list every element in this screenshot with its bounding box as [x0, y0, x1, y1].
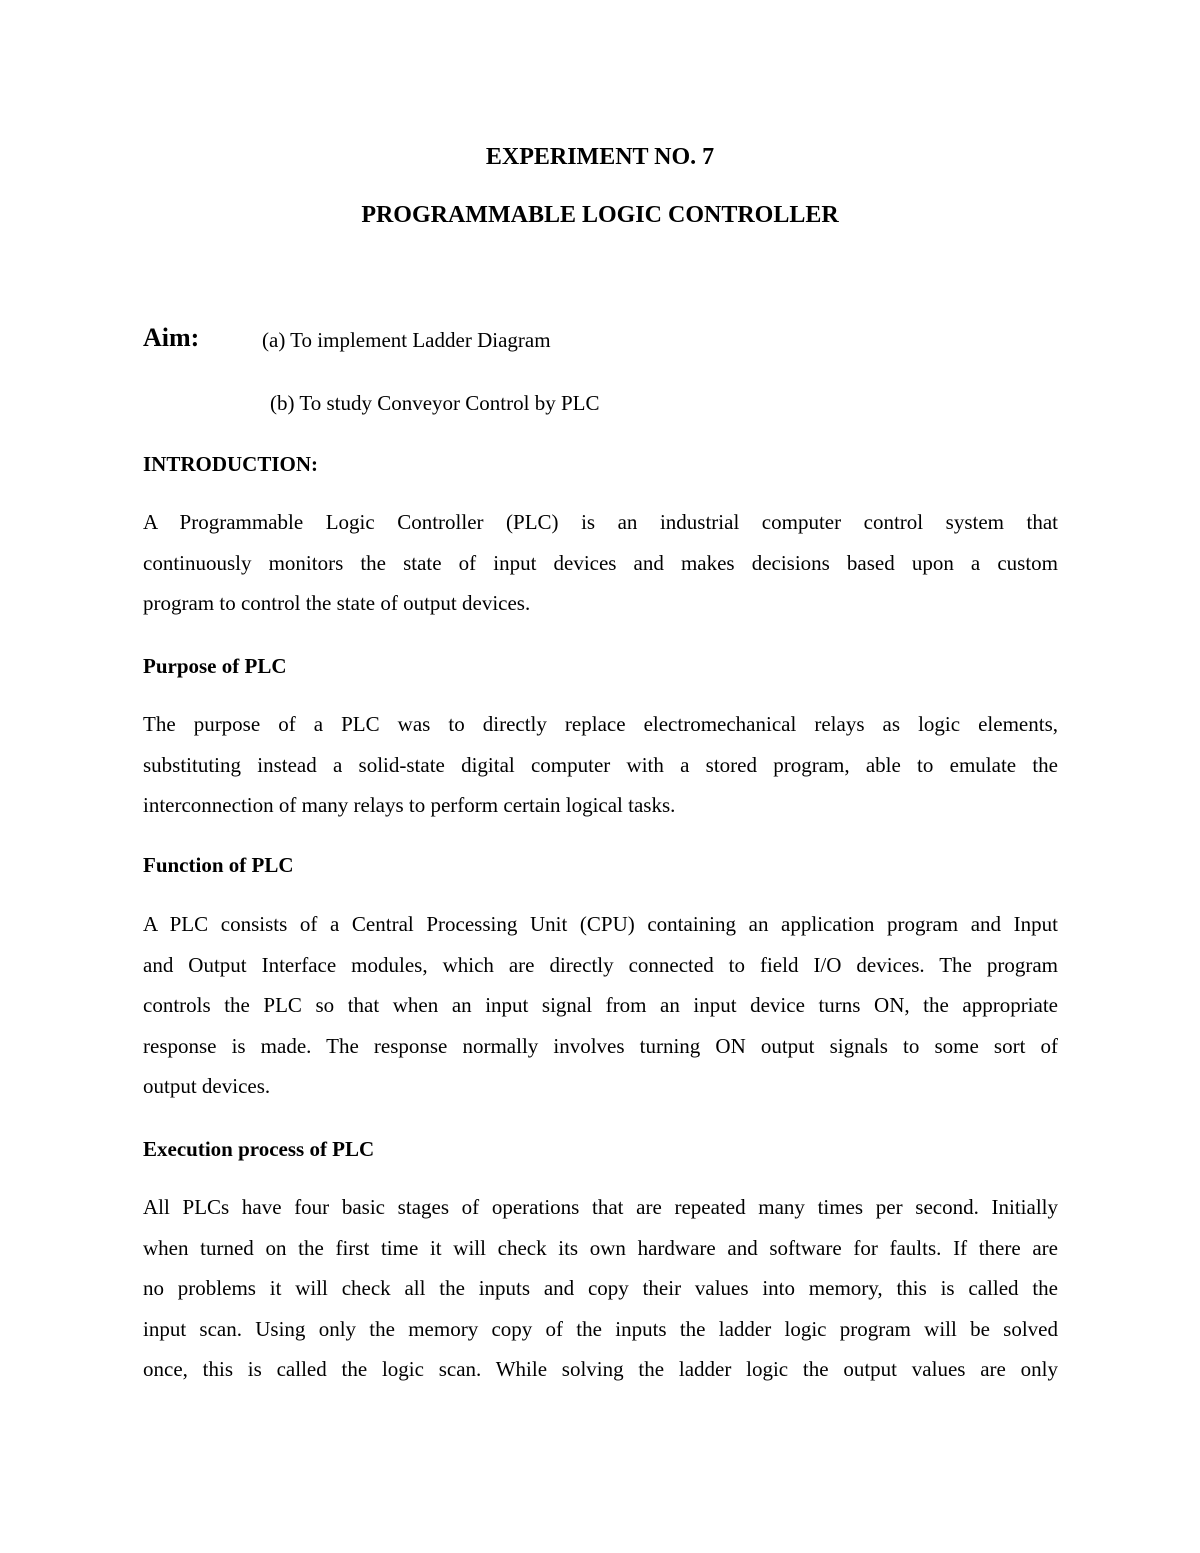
aim-item-a: (a) To implement Ladder Diagram [262, 328, 551, 352]
section-heading-execution: Execution process of PLC [143, 1137, 375, 1161]
paragraph-line: and Output Interface modules, which are directly connected to field I/O devices. The program [143, 952, 1058, 977]
paragraph-function [143, 904, 1058, 1107]
paragraph-line: controls the PLC so that when an input signal from an input device turns ON, the appropriate [143, 993, 1058, 1017]
section-heading-introduction: INTRODUCTION: [143, 452, 319, 476]
aim-item-b: (b) To study Conveyor Control by PLC [270, 391, 600, 415]
paragraph-line: when turned on the first time it will check its own hardware and software for faults. If there are [143, 1235, 1058, 1260]
paragraph-line: A PLC consists of a Central Processing Unit (CPU) containing an application program and Input [143, 912, 1058, 936]
paragraph-introduction [143, 502, 1058, 624]
paragraph-purpose [143, 704, 1058, 826]
section-heading-function: Function of PLC [143, 853, 294, 877]
aim-label: Aim: [143, 323, 200, 352]
paragraph-line: The purpose of a PLC was to directly replace electromechanical relays as logic elements, [143, 712, 1058, 736]
paragraph-line: substituting instead a solid-state digital computer with a stored program, able to emulate the [143, 752, 1058, 777]
paragraph-line: no problems it will check all the inputs and copy their values into memory, this is called the [143, 1276, 1058, 1300]
paragraph-line: program to control the state of output devices. [143, 591, 531, 615]
section-heading-purpose: Purpose of PLC [143, 654, 287, 678]
paragraph-line: continuously monitors the state of input devices and makes decisions based upon a custom [143, 550, 1058, 575]
paragraph-line: output devices. [143, 1074, 271, 1098]
paragraph-execution [143, 1187, 1058, 1390]
paragraph-line: interconnection of many relays to perform certain logical tasks. [143, 793, 676, 817]
paragraph-line: All PLCs have four basic stages of operations that are repeated many times per second. Initially [143, 1195, 1058, 1219]
page-title: PROGRAMMABLE LOGIC CONTROLLER [361, 202, 839, 228]
paragraph-line: response is made. The response normally involves turning ON output signals to some sort of [143, 1033, 1058, 1058]
paragraph-line: A Programmable Logic Controller (PLC) is an industrial computer control system that [143, 510, 1058, 534]
experiment-number: EXPERIMENT NO. 7 [485, 144, 715, 170]
paragraph-line: input scan. Using only the memory copy of the inputs the ladder logic program will be solved [143, 1316, 1058, 1341]
paragraph-line: once, this is called the logic scan. While solving the ladder logic the output values are only [143, 1357, 1058, 1381]
